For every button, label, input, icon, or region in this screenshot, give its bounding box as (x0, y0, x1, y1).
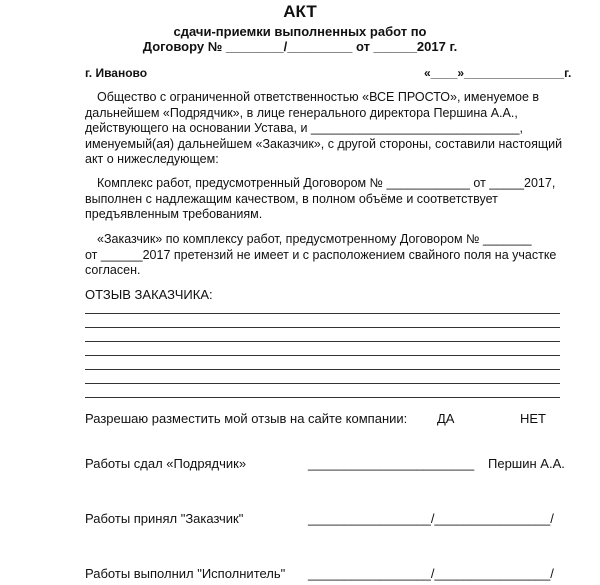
paragraph-line: согласен. (85, 263, 141, 277)
work-complex-paragraph (85, 176, 565, 223)
accepted-label: Работы принял "Заказчик" (85, 511, 244, 526)
date-field: «____»_______________г. (424, 66, 572, 80)
consent-yes-option[interactable]: ДА (437, 411, 455, 426)
paragraph-line: дальнейшем «Подрядчик», в лице генерального директора Першина А.А., (85, 105, 518, 120)
document-subtitle: сдачи-приемки выполненных работ по (173, 24, 427, 39)
review-line (85, 383, 560, 384)
no-claims-paragraph (85, 232, 565, 279)
paragraph-line: Общество с ограниченной ответственностью «ВСЕ ПРОСТО», именуемое в (97, 90, 540, 104)
paragraph-line: акт о нижеследующем: (85, 152, 219, 166)
performed-label: Работы выполнил "Исполнитель" (85, 566, 286, 581)
review-heading: ОТЗЫВ ЗАКАЗЧИКА: (85, 287, 213, 302)
city-label: г. Иваново (85, 66, 148, 80)
contract-reference: Договору № ________/_________ от ______2017 г. (142, 39, 458, 54)
paragraph-line: действующего на основании Устава, и ______________________________, (85, 121, 523, 135)
review-line (85, 313, 560, 314)
contractor-name: Першин А.А. (488, 456, 565, 471)
paragraph-line: от ______2017 претензий не имеет и с расположением свайного поля на участке (85, 247, 557, 262)
review-line (85, 327, 560, 328)
review-line (85, 397, 560, 398)
review-line (85, 355, 560, 356)
consent-no-option[interactable]: НЕТ (520, 411, 546, 426)
paragraph-line: предъявленным требованиям. (85, 207, 263, 221)
paragraph-line: выполнен с надлежащим качеством, в полном объёме и соответствует (85, 191, 498, 206)
review-line (85, 341, 560, 342)
accepted-signature-field[interactable]: _________________/________________/ (308, 511, 554, 526)
handed-over-signature-field[interactable]: _______________________ (308, 456, 475, 471)
consent-label: Разрешаю разместить мой отзыв на сайте компании: (85, 411, 408, 426)
paragraph-line: Комплекс работ, предусмотренный Договором № ____________ от _____2017, (97, 176, 556, 190)
review-line (85, 369, 560, 370)
paragraph-line: «Заказчик» по комплексу работ, предусмотренному Договором № _______ (97, 232, 532, 246)
document-title: АКТ (283, 2, 317, 21)
paragraph-line: именуемый(ая) дальнейшем «Заказчик», с другой стороны, составили настоящий (85, 136, 563, 151)
performed-signature-field[interactable]: _________________/________________/ (308, 566, 554, 581)
handed-over-label: Работы сдал «Подрядчик» (85, 456, 247, 471)
parties-paragraph (85, 90, 565, 168)
